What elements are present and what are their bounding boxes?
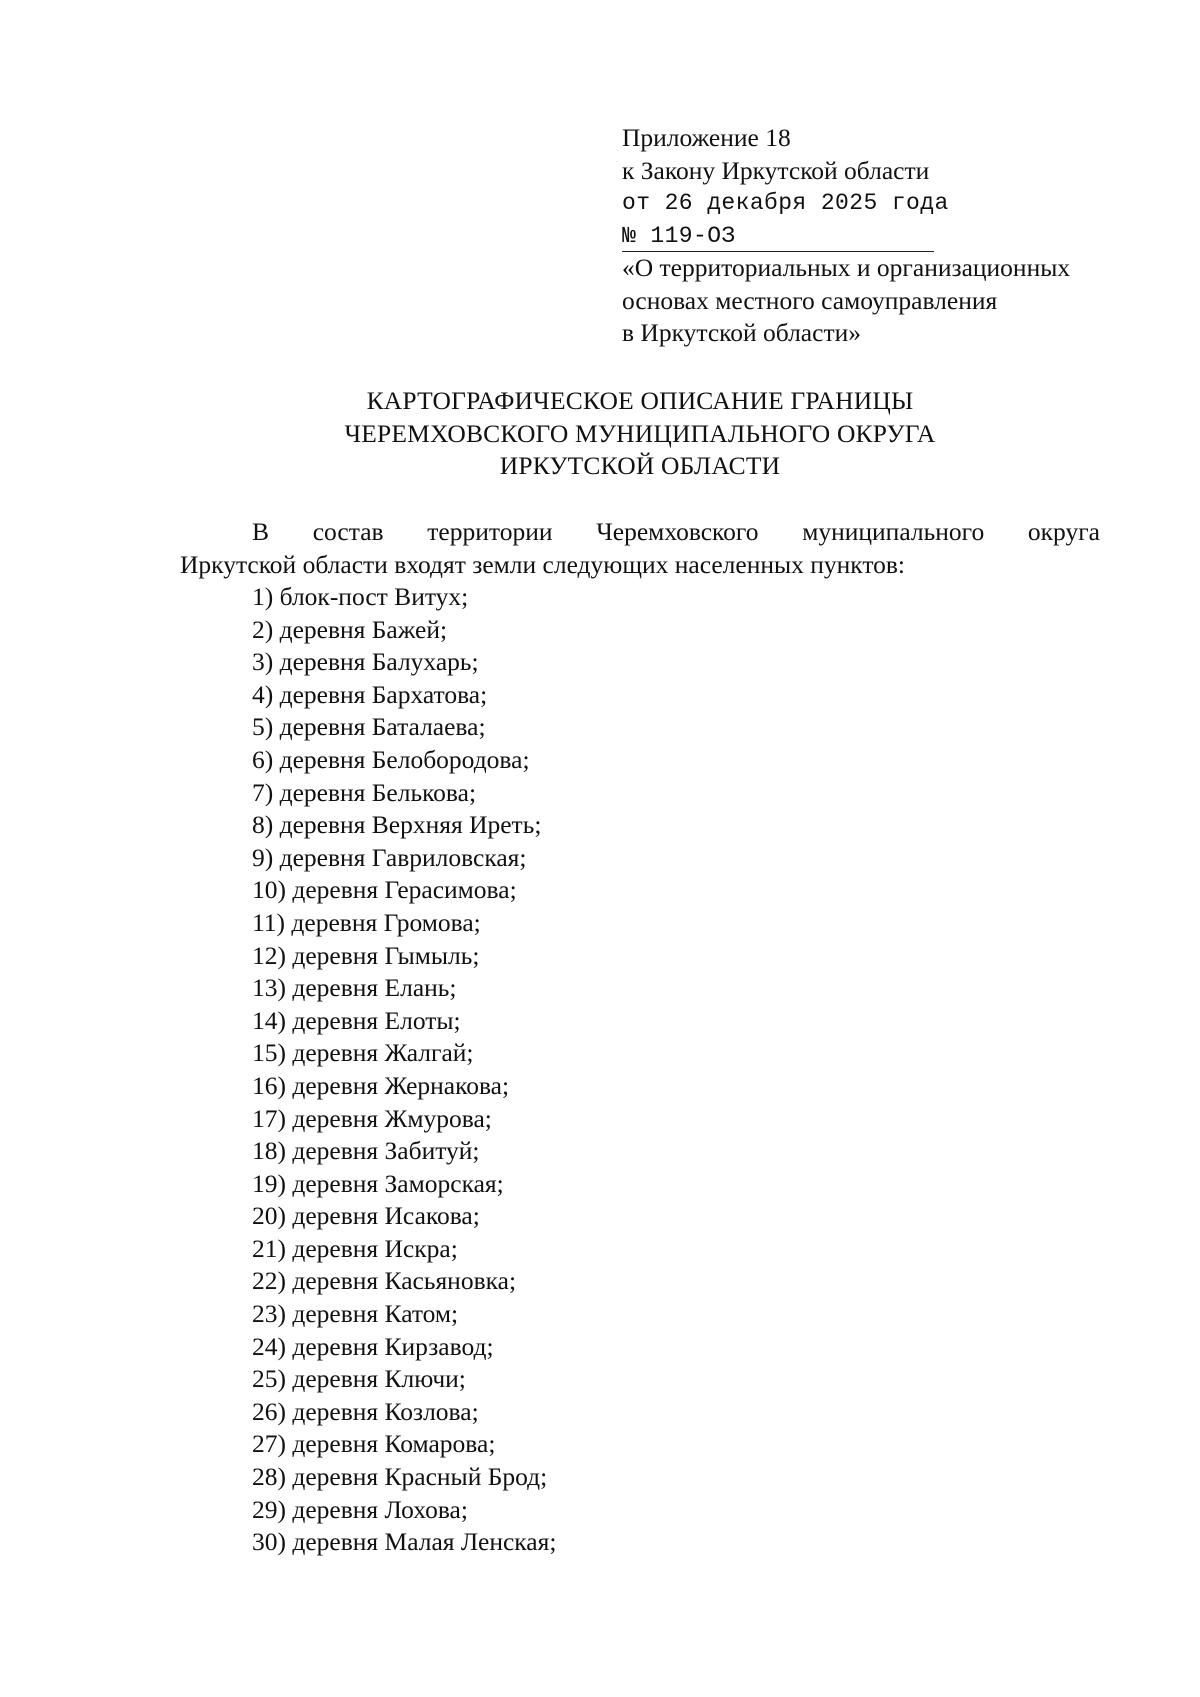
settlement-item: 2) деревня Бажей;	[252, 614, 448, 644]
intro-paragraph	[180, 516, 1100, 581]
settlement-item: 12) деревня Гымыль;	[252, 940, 480, 970]
settlement-item: 24) деревня Кирзавод;	[252, 1331, 494, 1361]
settlement-list	[252, 581, 556, 1559]
settlement-item: 25) деревня Ключи;	[252, 1364, 466, 1394]
settlement-item: 16) деревня Жернакова;	[252, 1070, 510, 1100]
appendix-label: Приложение 18	[622, 123, 791, 152]
settlement-item: 28) деревня Красный Брод;	[252, 1462, 548, 1492]
appendix-header	[622, 122, 1142, 350]
law-title-line-3: в Иркутской области»	[622, 318, 861, 347]
settlement-item: 17) деревня Жмурова;	[252, 1103, 492, 1133]
settlement-item: 10) деревня Герасимова;	[252, 875, 517, 905]
settlement-item: 18) деревня Забитуй;	[252, 1136, 480, 1166]
settlement-item: 13) деревня Елань;	[252, 973, 457, 1003]
document-title-line-1: КАРТОГРАФИЧЕСКОЕ ОПИСАНИЕ ГРАНИЦЫ	[366, 386, 914, 415]
intro-line-1: В состав территории Черемховского муниципального округа	[252, 517, 1100, 546]
settlement-item: 22) деревня Касьяновка;	[252, 1266, 517, 1296]
settlement-item: 1) блок-пост Витух;	[252, 582, 469, 611]
settlement-item: 27) деревня Комарова;	[252, 1429, 496, 1459]
law-number: № 119-ОЗ	[622, 220, 932, 253]
law-reference: к Закону Иркутской области	[622, 155, 930, 185]
law-title-line-1: «О территориальных и организационных	[622, 253, 1071, 282]
settlement-item: 7) деревня Белькова;	[252, 777, 477, 807]
law-date: от 26 декабря 2025 года	[622, 190, 949, 216]
settlement-item: 19) деревня Заморская;	[252, 1168, 504, 1198]
settlement-item: 9) деревня Гавриловская;	[252, 842, 527, 872]
settlement-item: 11) деревня Громова;	[252, 907, 481, 937]
settlement-item: 4) деревня Бархатова;	[252, 679, 488, 709]
settlement-item: 8) деревня Верхняя Иреть;	[252, 810, 542, 840]
settlement-item: 20) деревня Исакова;	[252, 1201, 480, 1231]
settlement-item: 23) деревня Катом;	[252, 1299, 459, 1329]
settlement-item: 21) деревня Искра;	[252, 1233, 458, 1263]
settlement-item: 15) деревня Жалгай;	[252, 1038, 474, 1068]
settlement-item: 3) деревня Балухарь;	[252, 647, 479, 677]
settlement-item: 30) деревня Малая Ленская;	[252, 1527, 557, 1557]
document-title	[160, 385, 1120, 483]
intro-line-2: Иркутской области входят земли следующих населенных пунктов:	[180, 549, 906, 579]
document-title-line-2: ЧЕРЕМХОВСКОГО МУНИЦИПАЛЬНОГО ОКРУГА	[344, 418, 936, 448]
settlement-item: 6) деревня Белобородова;	[252, 744, 530, 774]
document-title-line-3: ИРКУТСКОЙ ОБЛАСТИ	[499, 451, 781, 480]
settlement-item: 26) деревня Козлова;	[252, 1396, 479, 1426]
settlement-item: 29) деревня Лохова;	[252, 1494, 468, 1524]
settlement-item: 5) деревня Баталаева;	[252, 712, 486, 742]
settlement-item: 14) деревня Елоты;	[252, 1005, 461, 1035]
law-title-line-2: основах местного самоуправления	[622, 285, 998, 315]
